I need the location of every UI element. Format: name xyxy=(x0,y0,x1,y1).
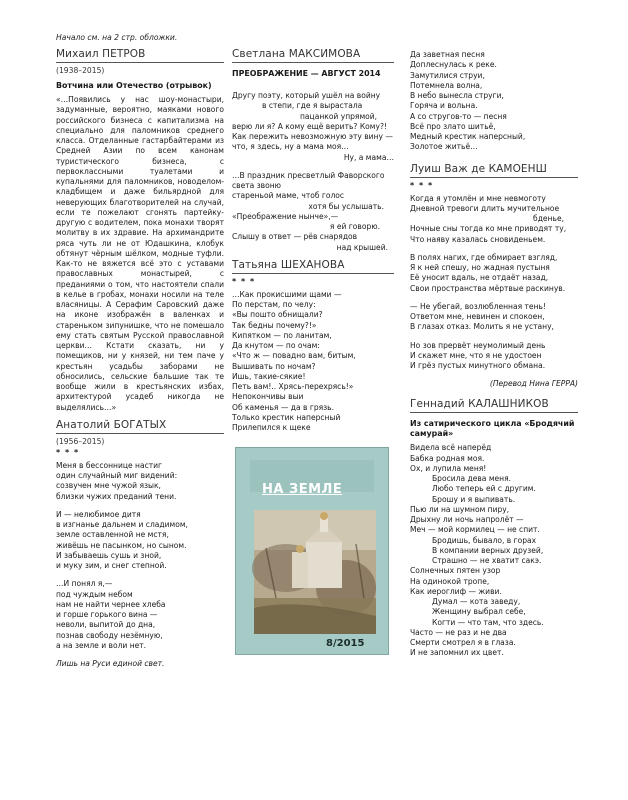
poem-stanza xyxy=(56,510,224,572)
poem-stanza xyxy=(232,91,394,163)
poem-stanza xyxy=(232,171,394,253)
poem-line: В полях нагих, где обмирает взгляд, xyxy=(410,252,558,262)
poem-line: пацанкой упрямой, xyxy=(300,111,378,121)
poem-line: В глазах отказ. Молить я не устану, xyxy=(410,322,554,332)
poem-line: Видела всё наперёд xyxy=(410,443,492,453)
poem-line: Меч — мой кормилец — не спит. xyxy=(410,525,540,535)
cover-issue-number: 8/2015 xyxy=(326,638,365,650)
poem-line: верю ли я? А кому ещё верить? Кому?! xyxy=(232,121,387,131)
poem-line: Часто — не раз и не два xyxy=(410,627,507,637)
poem-title: ПРЕОБРАЖЕНИЕ — АВГУСТ 2014 xyxy=(232,69,381,78)
poem-line: и горше горького вина — xyxy=(56,610,158,619)
poem-line: — Не убегай, возлюбленная тень! xyxy=(410,301,546,311)
author-name: Геннадий КАЛАШНИКОВ xyxy=(410,398,578,413)
poem-line: Горяча и вольна. xyxy=(410,101,478,111)
poem-last-line: Лишь на Руси единой свет. xyxy=(56,659,165,668)
poem-line: Медный крестик наперсный, xyxy=(410,132,526,141)
poem-line: «Что ж — повадно вам, битым, xyxy=(232,351,356,361)
author-name: Татьяна ШЕХАНОВА xyxy=(232,259,394,274)
poem-line: Об каменья — да в грязь. xyxy=(232,402,335,412)
poem-line: неволи, выпитой до дна, xyxy=(56,620,156,630)
poem-stanza xyxy=(56,579,224,651)
poem-line: «Вы пошто обнищали? xyxy=(232,310,323,320)
poem-line: Солнечных пятен узор xyxy=(410,566,501,576)
petrov-section xyxy=(56,48,224,413)
poem-line: Бросила дева меня. xyxy=(432,474,512,483)
author-dates: (1938–2015) xyxy=(56,66,105,75)
poem-line: Я к ней спешу, но жадная пустыня xyxy=(410,263,550,272)
poem-line: И — нелюбимое дитя xyxy=(56,509,141,519)
poem-line: По перстам, по челу: xyxy=(232,300,316,309)
poem-line: …В праздник пресветлый Фаворского света звоню xyxy=(232,170,385,190)
poem-line: Потемнела волна, xyxy=(410,80,483,90)
poem-line: один случайный миг видений: xyxy=(56,471,178,480)
cover-masthead: НА ЗЕМЛЕ xyxy=(262,482,343,498)
prose-excerpt: «…Появились у нас шоу-монастыри, задуманные, вероятно, маяками нового российского бизнеса с капитализма на специально для паломников среднего класса. Отделанные гастарбайтерами из Средней Азии по всем канонам туристического бизнеса, с первоклассными туалетами и купальнями для паломников, новоделом-кладбищем и даже бильярдной для неверующих благотворителей на случай, если те пожелают сгонять партейку-другую с водителем, пока монахи творят молитву в их здравие. На архимандрите ряса чуть ли не от Юдашкина, клобук обтянут чёрным шёлком, модные туфли. Как-то не вяжется всё это с уставами православных монастырей, с преданиями о том, что настоятели спали в келье в гробах, монахи носили на теле власяницы. А Серафим Саровский даже на иконе изображён в валенках и стареньком зипунишке, что не помешало ему стать святым Русской православной церкви… Кстати сказать, ни у помещиков, ни у князей, ни тем паче у крестьян усадьбы заборами не обносились, сельские бальшие так те вообще жили в крестьянских избах, архитектурой усадеб никогда не выделялись…» xyxy=(56,95,224,412)
author-name: Светлана МАКСИМОВА xyxy=(232,48,394,63)
kamoens-section xyxy=(410,163,578,389)
poem-line: Что наяву казалась сновиденьем. xyxy=(410,234,546,244)
poem-line: А со стругов-то — песня xyxy=(410,111,507,121)
poem-stanza xyxy=(410,443,578,658)
poem-line: И забываешь сушь и зной, xyxy=(56,550,162,560)
poem-line: Всё про злато шитьё, xyxy=(410,121,496,131)
work-title: Вотчина или Отечество (отрывок) xyxy=(56,81,212,90)
author-name: Анатолий БОГАТЫХ xyxy=(56,419,224,434)
poem-line: Золотое житьё… xyxy=(410,142,478,152)
poem-line: Вышивать по ночам? xyxy=(232,361,316,371)
poem-line: И не запомнил их цвет. xyxy=(410,648,504,658)
author-dates: (1956–2015) xyxy=(56,436,105,446)
cover-illustration xyxy=(236,448,388,654)
kalashnikov-section xyxy=(410,398,578,658)
poem-line: Когти — что там, что здесь. xyxy=(432,617,544,627)
poem-line: Свои пространства мёртвые раскинув. xyxy=(410,283,566,293)
poem-line: бденье, xyxy=(533,214,564,223)
poem-line: Непокончивы выи xyxy=(232,392,304,402)
stars-divider: * * * xyxy=(232,276,256,286)
poem-line: Её уносит вдаль, не отдаёт назад, xyxy=(410,273,549,283)
poem-line: В компании верных друзей, xyxy=(432,545,544,555)
poem-line: Дневной тревоги длить мучительное xyxy=(410,203,560,213)
poem-line: что, я здесь, ну а мама моя… xyxy=(232,142,349,152)
poem-line: я ей говорю. xyxy=(329,222,380,231)
stars-divider: * * * xyxy=(56,447,80,457)
poem-line: …Как прокисшими щами — xyxy=(232,289,342,299)
poem-line: Но зов прервёт неумолимый день xyxy=(410,340,546,350)
cycle-title: Из сатирического цикла «Бродячий самурай» xyxy=(410,419,575,439)
poem-stanza xyxy=(410,341,578,372)
poem-stanza xyxy=(410,194,578,245)
maksimova-section xyxy=(232,48,394,253)
poem-line: в степи, где я вырастала xyxy=(262,101,363,111)
poem-line: И скажет мне, что я не удостоен xyxy=(410,350,542,360)
poem-line: Бродишь, бывало, в горах xyxy=(432,535,537,545)
poem-line: …И понял я,— xyxy=(56,579,113,589)
poem-line: На одинокой тропе, xyxy=(410,576,490,586)
bogatykh-section xyxy=(56,419,224,670)
poem-line: Думал — кота заведу, xyxy=(432,597,521,606)
poem-stanza xyxy=(410,253,578,294)
poem-line: близки чужих преданий тени. xyxy=(56,491,177,501)
poem-line: Смерти смотрел я в глаза. xyxy=(410,638,516,647)
poem-line: и муку зим, и снег степной. xyxy=(56,561,167,570)
poem-line: земле оставленной не мстя, xyxy=(56,530,169,540)
poem-line: Другу поэту, который ушёл на войну xyxy=(232,91,381,100)
poem-line: Только крестик наперсный xyxy=(232,412,341,422)
poem-line: Так бедны почему?!» xyxy=(232,320,317,330)
poem-line: созвучен мне чужой язык, xyxy=(56,481,161,491)
poem-continuation xyxy=(410,50,578,153)
author-name: Михаил ПЕТРОВ xyxy=(56,48,224,63)
poem-line: Как пережить невозможную эту вину — xyxy=(232,132,393,141)
poem-line: Ишь, такие-сякие! xyxy=(232,371,306,381)
column-middle xyxy=(232,48,394,655)
poem-line: Дрыхну ли ночь напролёт — xyxy=(410,515,524,524)
poem-stanza xyxy=(232,290,394,434)
poem-line: Меня в бессоннице настиг xyxy=(56,460,163,470)
continued-note: Начало см. на 2 стр. обложки. xyxy=(56,33,178,42)
poem-line: Слышу в ответ — рёв снарядов xyxy=(232,232,358,242)
poem-line: Кипятком — по ланитам, xyxy=(232,330,332,340)
poem-line: над крышей. xyxy=(336,242,388,252)
magazine-cover-image xyxy=(235,447,389,655)
stars-divider: * * * xyxy=(410,180,434,190)
poem-line: Прилепился к щеке xyxy=(232,423,311,432)
poem-line: Да заветная песня xyxy=(410,50,485,59)
poem-line: Да кнутом — по очам: xyxy=(232,341,320,350)
poem-line: Пью ли на шумном пиру, xyxy=(410,504,510,514)
poem-line: Ну, а мама… xyxy=(343,152,394,162)
poem-line: познав свободу незёмную, xyxy=(56,630,163,640)
poem-line: Доплеснулась к реке. xyxy=(410,60,497,70)
poem-line: хотя бы услышать. xyxy=(308,201,384,211)
poem-line: Петь вам!.. Хрясь-перехрясь!» xyxy=(232,382,354,391)
poem-line: Любо теперь ей с другим. xyxy=(432,484,536,494)
poem-line: Страшно — не хватит сакэ. xyxy=(432,556,542,565)
column-right xyxy=(410,48,578,665)
poem-line: под чуждым небом xyxy=(56,589,133,599)
poem-line: «Преображение нынче»,— xyxy=(232,211,339,221)
poem-stanza xyxy=(410,302,578,333)
poem-line: Ох, и лупила меня! xyxy=(410,463,487,473)
poem-line: Как иероглиф — живи. xyxy=(410,586,502,596)
poem-line: И грёз пустых минутного обмана. xyxy=(410,361,546,370)
column-left xyxy=(56,48,224,675)
poem-line: Ночные сны тогда ко мне приводят ту, xyxy=(410,224,567,234)
poem-line: стареньой маме, чтоб голос xyxy=(232,191,345,201)
poem-line: в изгнанье дальнем и сладимом, xyxy=(56,520,188,529)
poem-line: В небо вынесла струги, xyxy=(410,91,504,100)
author-name: Луиш Важ де КАМОЕНШ xyxy=(410,163,578,178)
translation-credit: (Перевод Нина ГЕРРА) xyxy=(489,379,578,389)
poem-stanza xyxy=(56,461,224,502)
poem-line: Ответом мне, невинен и спокоен, xyxy=(410,312,545,321)
poem-line: Когда я утомлён и мне невмоготу xyxy=(410,193,546,203)
poem-line: Бабка родная моя. xyxy=(410,453,485,463)
poem-line: Замутилися струи, xyxy=(410,70,485,80)
poem-line: живёшь не пасынком, но сыном. xyxy=(56,540,187,550)
shekhanova-section xyxy=(232,259,394,434)
poem-line: а на земле и воли нет. xyxy=(56,640,147,650)
poem-line: Женщину выбрал себе, xyxy=(432,607,526,617)
poem-line: Брошу и я выпивать. xyxy=(432,494,516,504)
poem-line: нам не найти чернее хлеба xyxy=(56,599,166,609)
